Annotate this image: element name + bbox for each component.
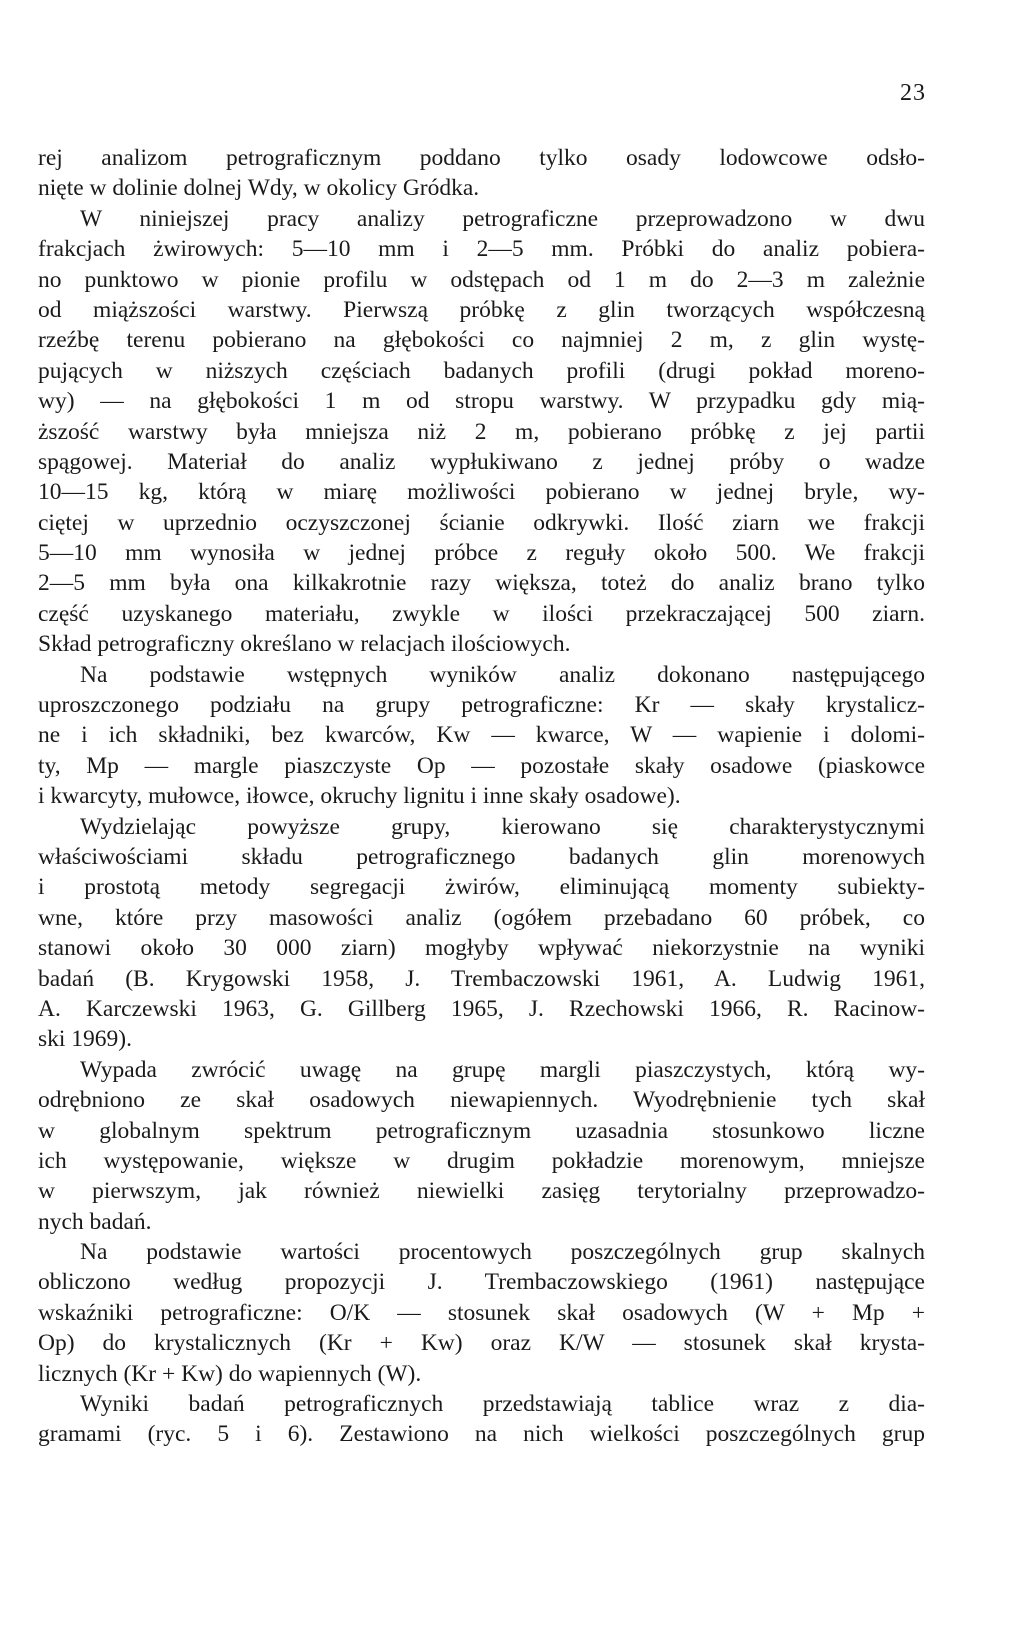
text-line: gramami (ryc. 5 i 6). Zestawiono na nich wielkości poszczególnych grup: [38, 1421, 925, 1448]
text-line: Na podstawie wstępnych wyników analiz dokonano następującego: [80, 661, 925, 688]
text-line: uproszczonego podziału na grupy petrograficzne: Kr — skały krystalicz-: [38, 692, 925, 719]
page-number: 23: [900, 80, 926, 106]
text-line: nięte w dolinie dolnej Wdy, w okolicy Gródka.: [38, 175, 480, 202]
text-line: stanowi około 30 000 ziarn) mogłyby wpływać niekorzystnie na wyniki: [38, 935, 925, 962]
text-line: wskaźniki petrograficzne: O/K — stosunek skał osadowych (W + Mp +: [38, 1299, 925, 1326]
text-line: właściwościami składu petrograficznego badanych glin morenowych: [38, 843, 925, 870]
text-line: badań (B. Krygowski 1958, J. Trembaczowski 1961, A. Ludwig 1961,: [38, 965, 925, 992]
text-line: 10—15 kg, którą w miarę możliwości pobierano w jednej bryle, wy-: [38, 479, 925, 506]
text-line: i prostotą metody segregacji żwirów, eliminującą momenty subiekty-: [38, 874, 925, 901]
text-line: licznych (Kr + Kw) do wapiennych (W).: [38, 1360, 422, 1387]
text-line: Wyniki badań petrograficznych przedstawiają tablice wraz z dia-: [80, 1391, 925, 1418]
text-line: frakcjach żwirowych: 5—10 mm i 2—5 mm. Próbki do analiz pobiera-: [38, 236, 925, 263]
text-line: Skład petrograficzny określano w relacjach ilościowych.: [38, 631, 571, 658]
text-line: Op) do krystalicznych (Kr + Kw) oraz K/W — stosunek skał krysta-: [38, 1330, 925, 1357]
body-text: [38, 143, 925, 1450]
text-line: no punktowo w pionie profilu w odstępach od 1 m do 2—3 m zależnie: [38, 266, 925, 293]
text-line: wy) — na głębokości 1 m od stropu warstwy. W przypadku gdy mią-: [38, 388, 925, 415]
text-line: 2—5 mm była ona kilkakrotnie razy większa, toteż do analiz brano tylko: [38, 570, 925, 597]
text-line: wne, które przy masowości analiz (ogółem przebadano 60 próbek, co: [38, 904, 925, 931]
text-line: rej analizom petrograficznym poddano tylko osady lodowcowe odsło-: [38, 145, 925, 171]
text-line: ty, Mp — margle piaszczyste Op — pozostałe skały osadowe (piaskowce: [38, 752, 925, 779]
text-line: część uzyskanego materiału, zwykle w ilości przekraczającej 500 ziarn.: [38, 600, 925, 627]
text-line: Na podstawie wartości procentowych poszczególnych grup skalnych: [80, 1239, 925, 1266]
text-line: nych badań.: [38, 1208, 152, 1235]
text-line: i kwarcyty, mułowce, iłowce, okruchy lignitu i inne skały osadowe).: [38, 783, 681, 810]
text-line: ne i ich składniki, bez kwarców, Kw — kwarce, W — wapienie i dolomi-: [38, 722, 925, 749]
text-line: spągowej. Materiał do analiz wypłukiwano z jednej próby o wadze: [38, 448, 925, 475]
text-line: w pierwszym, jak również niewielki zasięg terytorialny przeprowadzo-: [38, 1178, 925, 1205]
text-line: pujących w niższych częściach badanych profili (drugi pokład moreno-: [38, 357, 925, 384]
text-line: rzeźbę terenu pobierano na głębokości co najmniej 2 m, z glin wystę-: [38, 327, 925, 354]
text-line: ski 1969).: [38, 1026, 132, 1053]
text-line: ich występowanie, większe w drugim pokładzie morenowym, mniejsze: [38, 1147, 925, 1174]
text-line: ższość warstwy była mniejsza niż 2 m, pobierano próbkę z jej partii: [38, 418, 925, 445]
text-line: odrębniono ze skał osadowych niewapiennych. Wyodrębnienie tych skał: [38, 1087, 925, 1114]
text-line: ciętej w uprzednio oczyszczonej ścianie odkrywki. Ilość ziarn we frakcji: [38, 509, 925, 536]
text-line: obliczono według propozycji J. Trembaczowskiego (1961) następujące: [38, 1269, 925, 1296]
text-line: 5—10 mm wynosiła w jednej próbce z reguły około 500. We frakcji: [38, 540, 925, 567]
text-line: A. Karczewski 1963, G. Gillberg 1965, J. Rzechowski 1966, R. Racinow-: [38, 995, 925, 1022]
text-line: w globalnym spektrum petrograficznym uzasadnia stosunkowo liczne: [38, 1117, 925, 1144]
text-line: Wydzielając powyższe grupy, kierowano się charakterystycznymi: [80, 813, 925, 840]
text-line: od miąższości warstwy. Pierwszą próbkę z glin tworzących współczesną: [38, 296, 925, 323]
text-line: W niniejszej pracy analizy petrograficzne przeprowadzono w dwu: [80, 205, 925, 232]
text-line: Wypada zwrócić uwagę na grupę margli piaszczystych, którą wy-: [80, 1056, 925, 1083]
